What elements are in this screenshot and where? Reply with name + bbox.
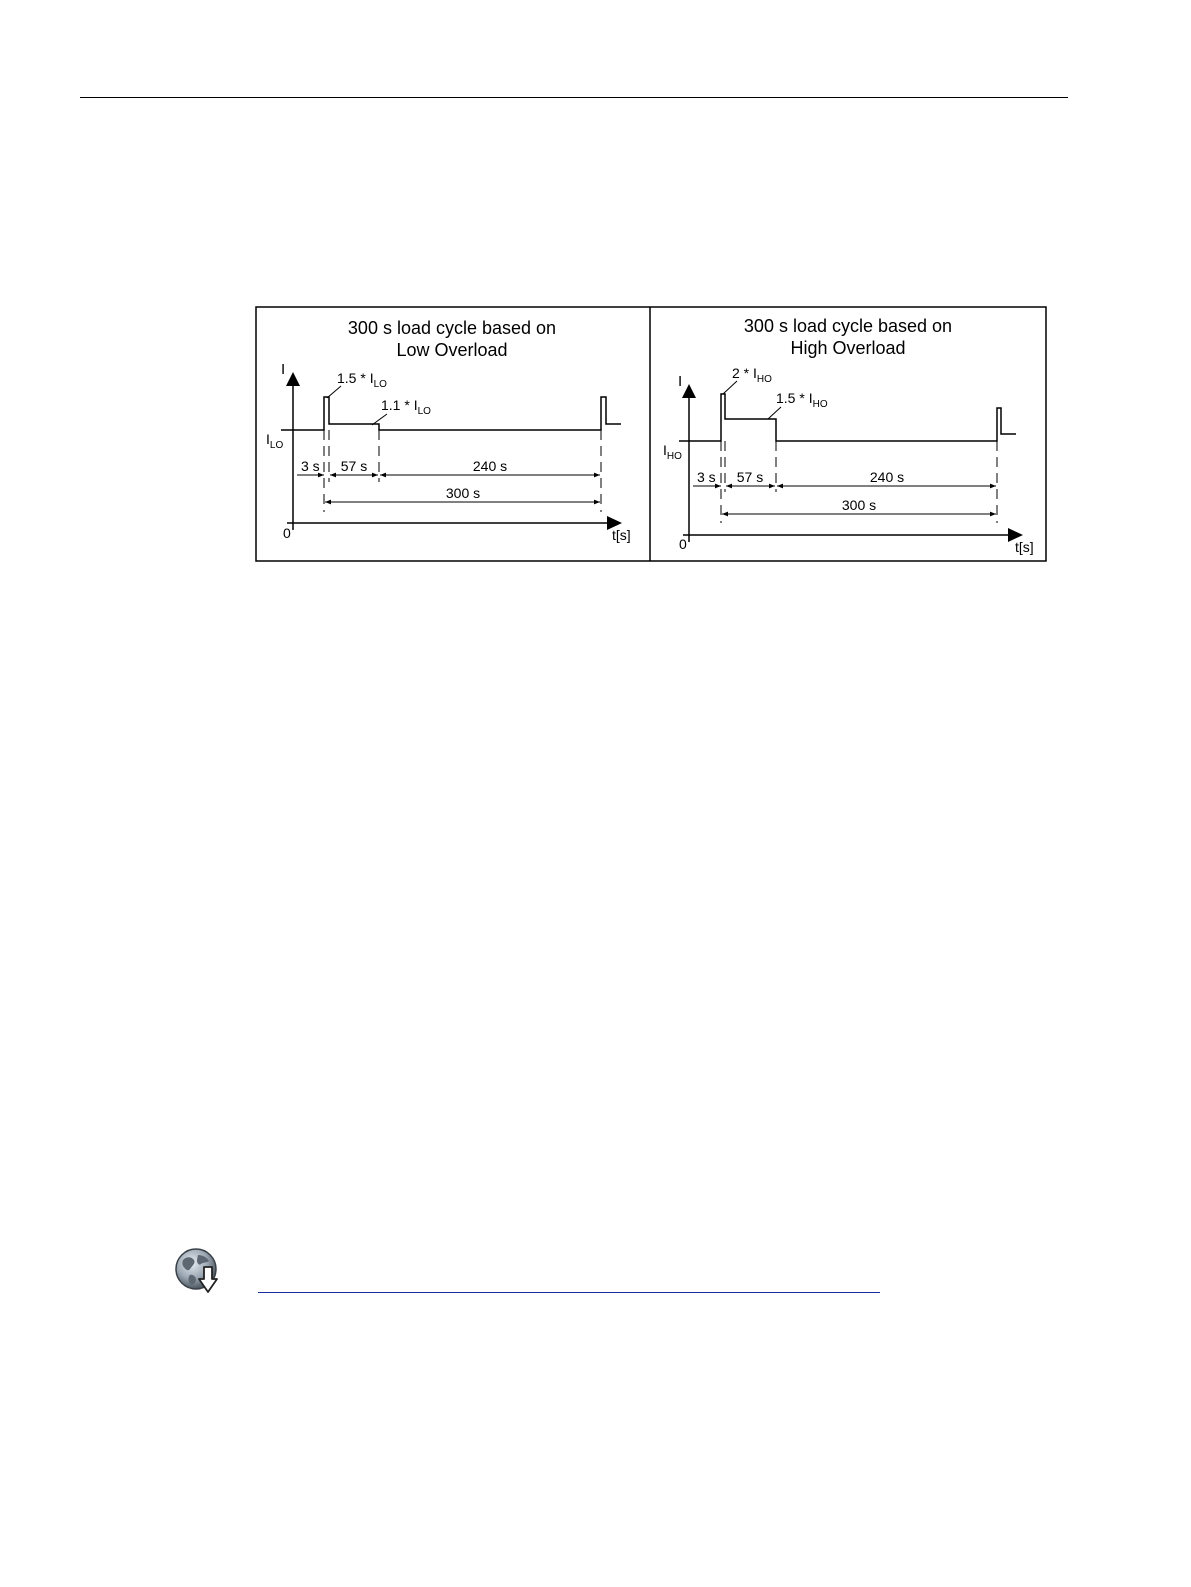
right-x-axis-label: t[s] (1015, 539, 1034, 555)
left-y-axis-label: I (281, 361, 286, 378)
left-dim-3s: 3 s (301, 458, 320, 474)
left-y-axis-arrow (286, 372, 300, 386)
right-origin-label: 0 (679, 536, 687, 552)
left-load-curve (281, 397, 621, 430)
right-dim-240s: 240 s (869, 469, 905, 485)
right-baseline-label: $I_{HO}$ (663, 442, 682, 462)
right-mid-label: $1.5 * I_{HO}$ (776, 390, 828, 410)
left-origin-label: 0 (283, 525, 291, 541)
low-overload-panel (266, 318, 631, 543)
right-title-line1: 300 s load cycle based on (743, 316, 953, 336)
left-dim-57s: 57 s (340, 458, 368, 474)
left-dim-240s: 240 s (472, 458, 508, 474)
left-peak-label: $1.5 * I_{LO}$ (337, 370, 387, 390)
left-mid-label: $1.1 * I_{LO}$ (381, 397, 431, 417)
right-title-line2: High Overload (790, 338, 906, 358)
right-peak-label: $2 * I_{HO}$ (732, 365, 772, 385)
right-y-axis-label: I (678, 373, 683, 390)
load-cycle-figure (255, 306, 1047, 562)
header-rule (80, 97, 1068, 98)
globe-download-icon[interactable] (174, 1247, 224, 1297)
download-link-underline[interactable] (258, 1292, 880, 1293)
right-dim-57s: 57 s (736, 469, 764, 485)
right-mid-leader (768, 407, 781, 419)
right-dim-300s: 300 s (841, 497, 877, 513)
high-overload-panel (663, 316, 1034, 555)
left-dim-300s: 300 s (445, 485, 481, 501)
right-load-curve (679, 394, 1016, 441)
left-title-line2: Low Overload (396, 340, 508, 360)
left-baseline-label: $I_{LO}$ (266, 431, 284, 451)
left-x-axis-label: t[s] (612, 527, 631, 543)
right-dim-3s: 3 s (697, 469, 716, 485)
left-peak-leader (327, 386, 341, 398)
right-peak-leader (723, 381, 737, 394)
left-title-line1: 300 s load cycle based on (347, 318, 557, 338)
right-y-axis-arrow (682, 384, 696, 398)
